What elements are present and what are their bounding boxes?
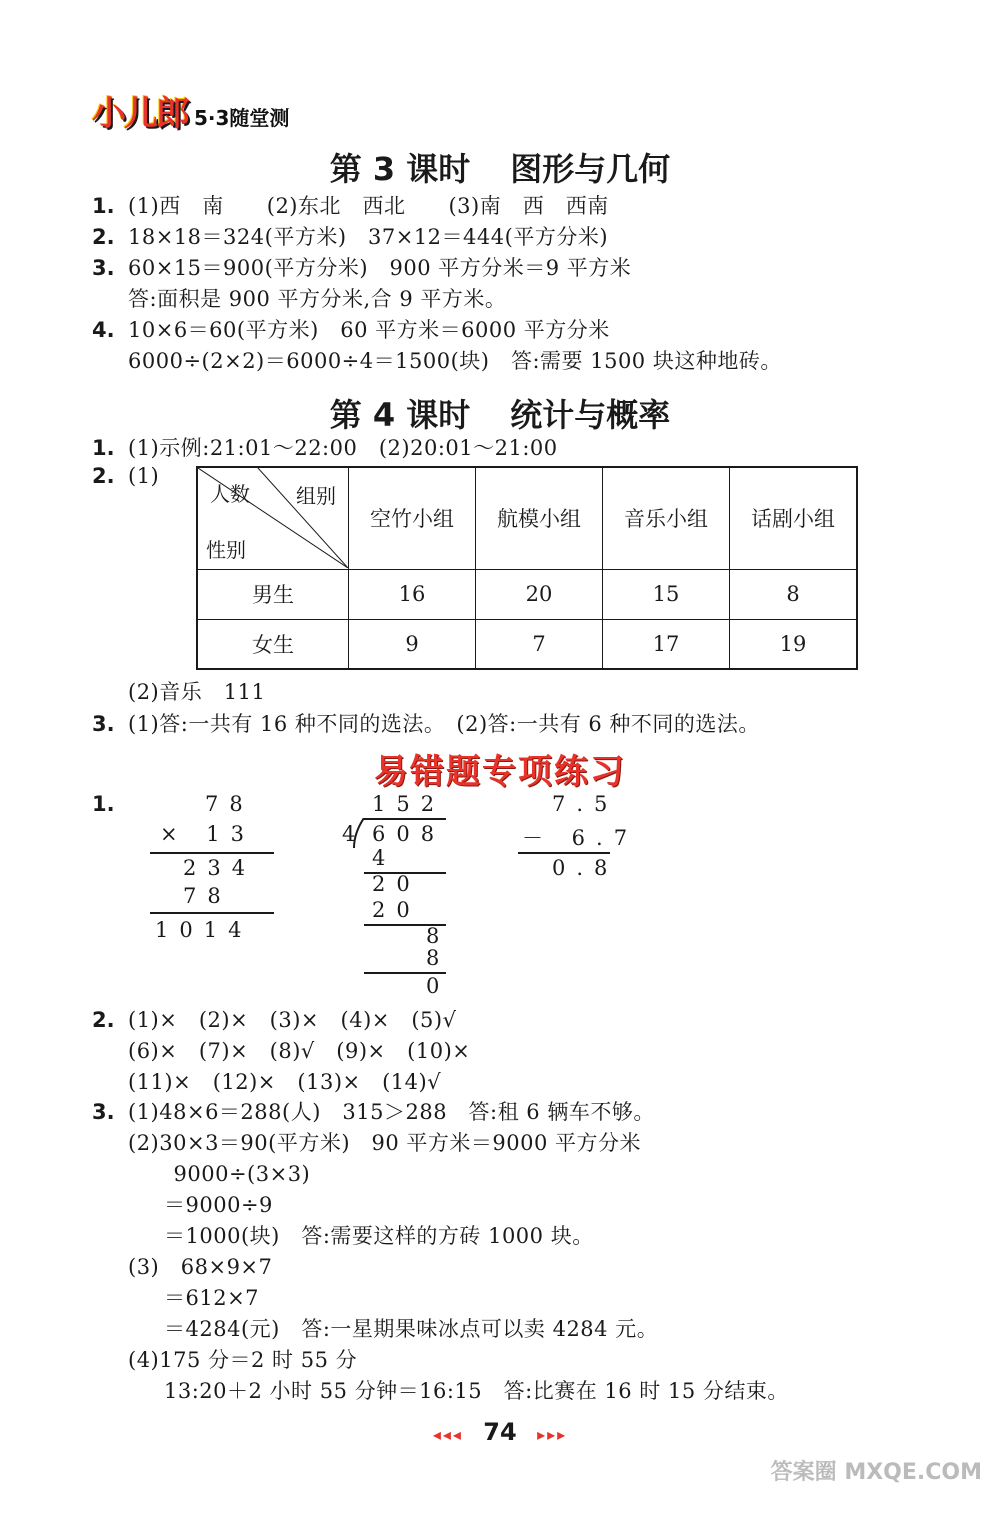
brand-subtitle: 5·3随堂测: [194, 106, 290, 130]
table-cell: 7: [476, 619, 603, 669]
mult-partial-2: 78: [183, 884, 232, 908]
table-header-cell: 音乐小组: [603, 467, 730, 569]
table-row: [197, 619, 857, 669]
corner-label-gender: 性别: [206, 538, 246, 562]
section3-title-topic: 图形与几何: [510, 150, 671, 188]
table-cell: 20: [476, 569, 603, 619]
brand-name: 小儿郎: [92, 94, 188, 134]
table-header-cell: 话剧小组: [730, 467, 858, 569]
div-bracket-top: [364, 818, 446, 820]
right-arrows-icon: ▸▸▸: [537, 1425, 568, 1444]
mult-line-1: [150, 852, 274, 854]
list-item: 9000÷(3×3): [152, 1162, 311, 1186]
section4-q2: 2. (1): [92, 464, 160, 488]
list-item: 2. (1)× (2)× (3)× (4)× (5)√: [92, 1008, 457, 1032]
div-dividend: 608: [372, 822, 446, 846]
section4-title-lesson: 第 4 课时: [329, 396, 471, 434]
corner-label-group: 组别: [296, 484, 336, 508]
section4-q3: 3. (1)答:一共有 16 种不同的选法。 (2)答:一共有 6 种不同的选法。: [92, 712, 760, 736]
table-cell: 16: [349, 569, 476, 619]
list-item: 4. 10×6＝60(平方米) 60 平方米＝6000 平方分米: [92, 318, 610, 342]
sub-line: [518, 852, 610, 854]
sub-result: 0.8: [552, 856, 619, 880]
table-header-cell: 航模小组: [476, 467, 603, 569]
page-number: 74: [483, 1418, 517, 1446]
list-item: ＝4284(元) 答:一星期果味冰点可以卖 4284 元。: [164, 1317, 659, 1341]
table-header-cell: 空竹小组: [349, 467, 476, 569]
list-item: (6)× (7)× (8)√ (9)× (10)×: [128, 1039, 471, 1063]
table-row: [197, 569, 857, 619]
list-item: 6000÷(2×2)＝6000÷4＝1500(块) 答:需要 1500 块这种地砖。: [128, 349, 782, 373]
table-cell: 19: [730, 619, 858, 669]
table-cell: 9: [349, 619, 476, 669]
list-item: (4)175 分＝2 时 55 分: [128, 1348, 358, 1372]
mult-operand-a: 78: [205, 792, 254, 816]
list-item: 答:面积是 900 平方分米,合 9 平方米。: [128, 287, 507, 311]
mistakes-q2: [92, 1004, 470, 1097]
list-item: 1. (1)西 南 (2)东北 西北 (3)南 西 西南: [92, 194, 609, 218]
list-item: ＝9000÷9: [164, 1193, 273, 1217]
sub-operand-a: 7.5: [552, 792, 619, 816]
table-cell: 15: [603, 569, 730, 619]
list-item: ＝612×7: [164, 1286, 260, 1310]
section3-title: [0, 144, 1000, 190]
section4-title-topic: 统计与概率: [510, 396, 671, 434]
mult-result: 1014: [155, 918, 253, 942]
list-item: (3) 68×9×7: [128, 1255, 273, 1279]
mistakes-q1-number: 1.: [92, 792, 115, 816]
div-step: 4: [372, 846, 397, 870]
corner-label-count: 人数: [210, 482, 250, 506]
list-item: 3. (1)48×6＝288(人) 315＞288 答:租 6 辆车不够。: [92, 1100, 655, 1124]
table-cell: 17: [603, 619, 730, 669]
section3-title-lesson: 第 3 课时: [329, 150, 471, 188]
sub-operand-b: － 6.7: [522, 826, 639, 850]
mistakes-q3: [92, 1096, 789, 1406]
mult-operand-b: × 13: [160, 822, 255, 846]
section4-title: [0, 390, 1000, 436]
list-item: ＝1000(块) 答:需要这样的方砖 1000 块。: [164, 1224, 594, 1248]
div-quotient: 152: [372, 792, 446, 816]
div-step: 20: [372, 898, 421, 922]
row-label-girls: 女生: [197, 619, 349, 669]
list-item: 13:20＋2 小时 55 分钟＝16:15 答:比赛在 16 时 15 分结束。: [164, 1379, 789, 1403]
section4-q1: 1. (1)示例:21:01～22:00 (2)20:01～21:00: [92, 436, 558, 460]
page-footer: [0, 1418, 1000, 1446]
list-item: (2)30×3＝90(平方米) 90 平方米＝9000 平方分米: [128, 1131, 642, 1155]
section4-q2-answer: (2)音乐 111: [128, 680, 266, 704]
table-cell: 8: [730, 569, 858, 619]
list-item: 3. 60×15＝900(平方分米) 900 平方分米＝9 平方米: [92, 256, 632, 280]
watermark: 答案圈 MXQE.COM: [770, 1460, 982, 1485]
div-step: 0: [426, 974, 451, 998]
div-divisor: 4: [342, 822, 367, 846]
left-arrows-icon: ◂◂◂: [432, 1425, 463, 1444]
div-step: 20: [372, 872, 421, 896]
mult-partial-1: 234: [183, 856, 257, 880]
table-corner-cell: [197, 467, 349, 569]
row-label-boys: 男生: [197, 569, 349, 619]
div-step: 8: [426, 924, 451, 948]
list-item: (11)× (12)× (13)× (14)√: [128, 1070, 442, 1094]
section3-list: [92, 190, 782, 376]
mult-line-2: [150, 912, 274, 914]
mistakes-title: 易错题专项练习: [374, 752, 626, 792]
statistics-table: [196, 466, 858, 670]
list-item: 2. 18×18＝324(平方米) 37×12＝444(平方分米): [92, 225, 609, 249]
div-step: 8: [426, 946, 451, 970]
brand-logo: [92, 86, 289, 135]
